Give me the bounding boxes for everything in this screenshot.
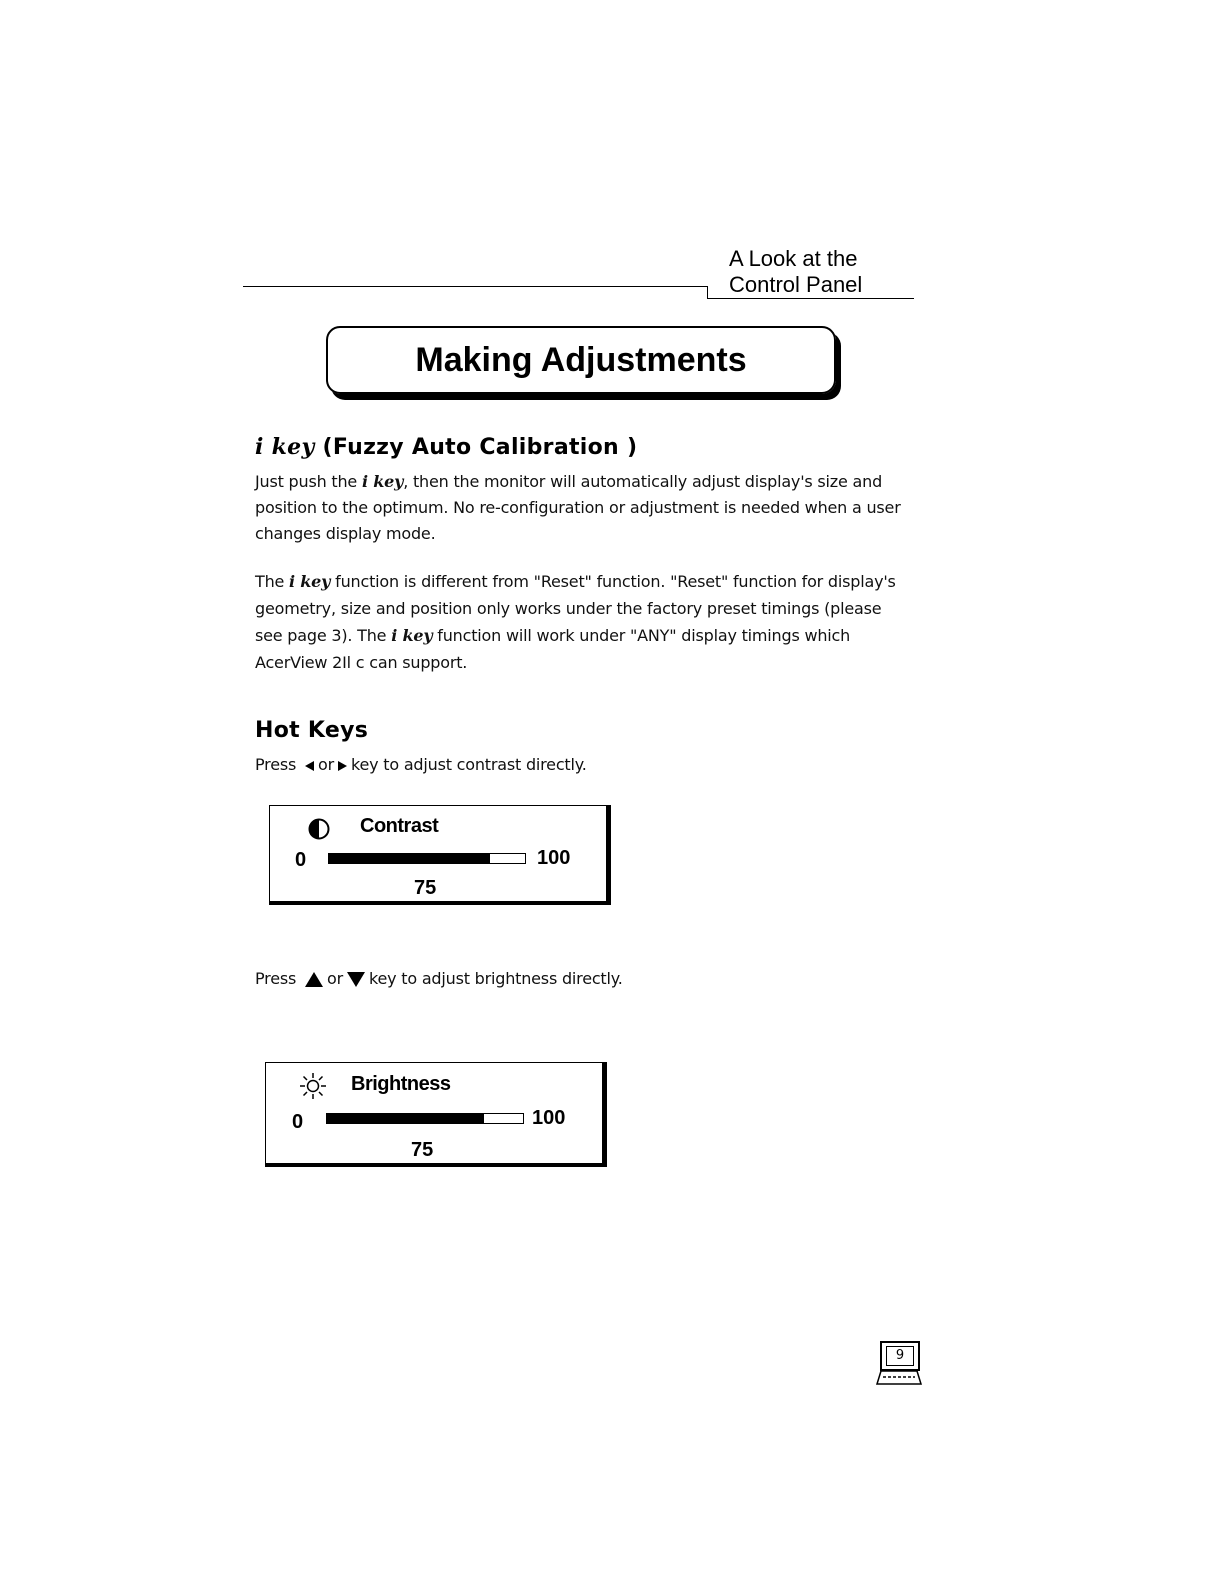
brightness-osd-panel (265, 1062, 607, 1167)
header-rule-tick (707, 286, 708, 298)
page-number-badge (875, 1341, 923, 1387)
contrast-label: Contrast (360, 815, 439, 837)
contrast-instruction (255, 752, 907, 778)
para2-part-c: function will work under "ANY" display timings which AcerView 2Il c can support. (255, 626, 851, 672)
contrast-slider[interactable] (328, 853, 526, 864)
para1-part-a: Just push the (255, 472, 362, 491)
page-number: 9 (886, 1346, 914, 1366)
ikey-paragraph-2 (255, 568, 907, 676)
brightness-min: 0 (292, 1111, 304, 1133)
up-arrow-icon (305, 972, 323, 987)
contrast-osd-panel (269, 805, 611, 905)
brightness-instruction-rest: key to adjust brightness directly. (368, 969, 623, 988)
brightness-slider[interactable] (326, 1113, 524, 1124)
running-header (729, 246, 862, 298)
left-arrow-icon (305, 761, 314, 771)
brightness-label: Brightness (351, 1073, 451, 1095)
header-rule-underline (707, 298, 914, 299)
keyboard-icon (875, 1370, 923, 1386)
contrast-instruction-or: or (318, 755, 334, 774)
ikey-glyph: i key (255, 434, 315, 460)
para2-part-a: The (255, 572, 290, 591)
brightness-instruction-or: or (327, 969, 343, 988)
page-title-box (326, 326, 836, 394)
para1-part-b: , then the monitor will automatically adjust display's size and position to the optimum. No re-configuration or adjustment is needed when a user changes display mode. (255, 472, 901, 543)
header-rule (243, 286, 708, 287)
running-header-line1: A Look at the (729, 246, 858, 271)
contrast-min: 0 (295, 849, 307, 871)
hotkeys-heading: Hot Keys (255, 718, 369, 743)
ikey-glyph-inline: i key (361, 472, 404, 491)
brightness-instruction-press: Press (255, 969, 297, 988)
brightness-max: 100 (532, 1107, 566, 1129)
contrast-value: 75 (414, 877, 437, 899)
ikey-heading (255, 434, 637, 460)
ikey-paragraph-1 (255, 469, 907, 547)
contrast-icon (306, 818, 332, 840)
contrast-slider-fill (329, 854, 490, 863)
brightness-instruction (255, 966, 907, 992)
ikey-heading-text: (Fuzzy Auto Calibration ) (322, 435, 638, 460)
down-arrow-icon (347, 972, 365, 987)
running-header-line2: Control Panel (729, 272, 863, 297)
contrast-instruction-press: Press (255, 755, 297, 774)
right-arrow-icon (338, 761, 347, 771)
brightness-slider-fill (327, 1114, 484, 1123)
monitor-icon (880, 1341, 920, 1371)
page-title: Making Adjustments (415, 341, 747, 379)
contrast-instruction-rest: key to adjust contrast directly. (350, 755, 587, 774)
ikey-glyph-inline: i key (391, 626, 433, 645)
brightness-value: 75 (411, 1139, 434, 1161)
para2-part-b: function is different from "Reset" function. "Reset" function for display's geometry, size and position only works under the factory preset timings (please see page 3). The (255, 572, 896, 645)
contrast-max: 100 (537, 847, 571, 869)
ikey-glyph-inline: i key (289, 572, 331, 591)
brightness-sun-icon (298, 1071, 328, 1101)
